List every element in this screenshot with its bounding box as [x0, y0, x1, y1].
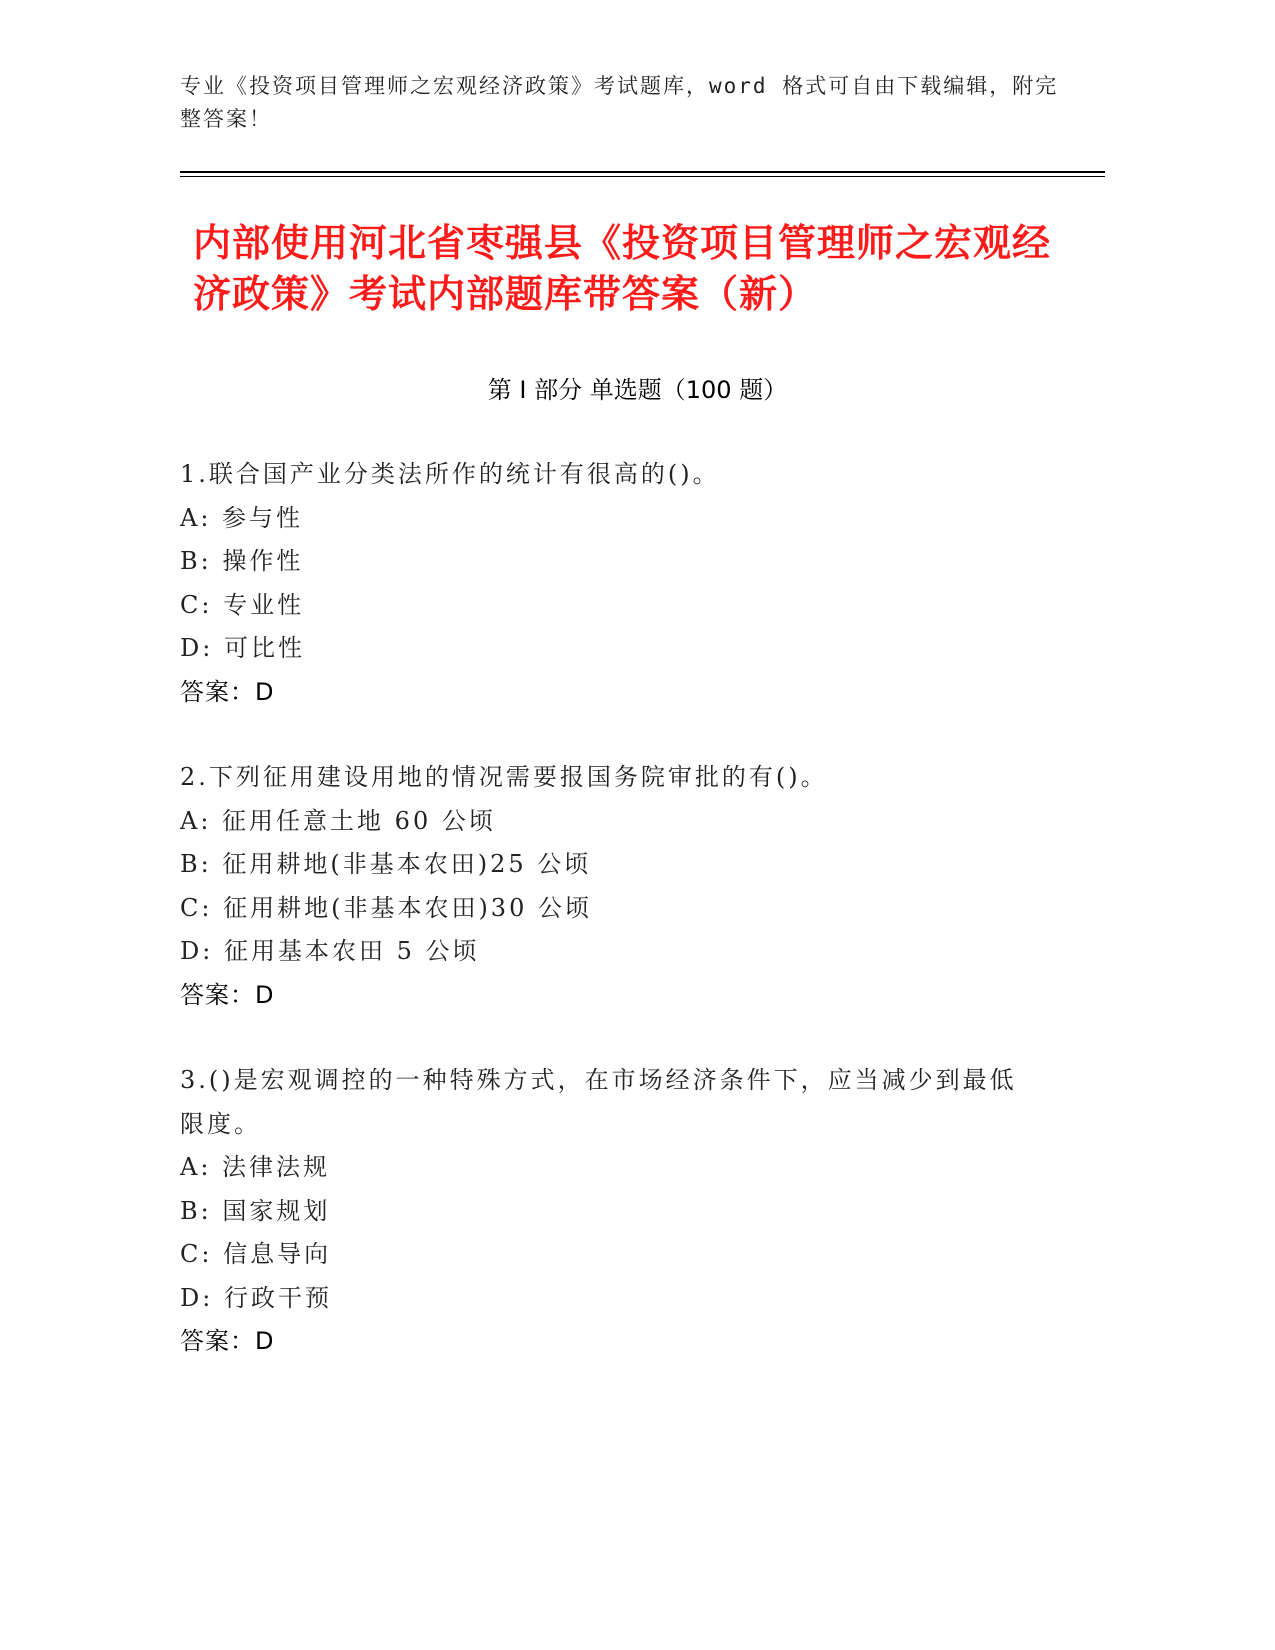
document-intro: 专业《投资项目管理师之宏观经济政策》考试题库，word 格式可自由下载编辑，附完整答案！ — [180, 74, 1059, 131]
question-stem: 2.下列征用建设用地的情况需要报国务院审批的有()。 — [180, 763, 828, 791]
option-a: A: 参与性 — [180, 503, 304, 532]
question-3 — [180, 1059, 1040, 1364]
option-d: D: 可比性 — [180, 634, 305, 662]
option-d: D: 征用基本农田 5 公顷 — [180, 937, 480, 965]
option-c: C: 征用耕地(非基本农田)30 公顷 — [180, 893, 592, 922]
answer: 答案：D — [180, 1327, 275, 1355]
question-2 — [180, 756, 1040, 1017]
answer: 答案：D — [180, 677, 275, 706]
option-a: A: 法律法规 — [180, 1153, 331, 1181]
option-a: A: 征用任意土地 60 公顷 — [180, 806, 496, 835]
question-1 — [180, 453, 1040, 714]
option-c: C: 信息导向 — [180, 1240, 332, 1268]
document-title: 内部使用河北省枣强县《投资项目管理师之宏观经济政策》考试内部题库带答案（新） — [193, 221, 1052, 316]
option-d: D: 行政干预 — [180, 1283, 332, 1312]
answer: 答案：D — [180, 980, 275, 1009]
question-stem: 1.联合国产业分类法所作的统计有很高的()。 — [180, 460, 720, 488]
option-b: B: 国家规划 — [180, 1196, 331, 1225]
header-divider-thin — [180, 176, 1105, 177]
section-heading: 第 I 部分 单选题（100 题） — [487, 376, 788, 404]
option-b: B: 征用耕地(非基本农田)25 公顷 — [180, 850, 592, 878]
question-stem: 3.()是宏观调控的一种特殊方式，在市场经济条件下，应当减少到最低限度。 — [180, 1066, 1017, 1138]
question-list — [180, 453, 1040, 1406]
header-divider-thick — [180, 171, 1105, 173]
option-b: B: 操作性 — [180, 547, 304, 575]
option-c: C: 专业性 — [180, 590, 305, 619]
